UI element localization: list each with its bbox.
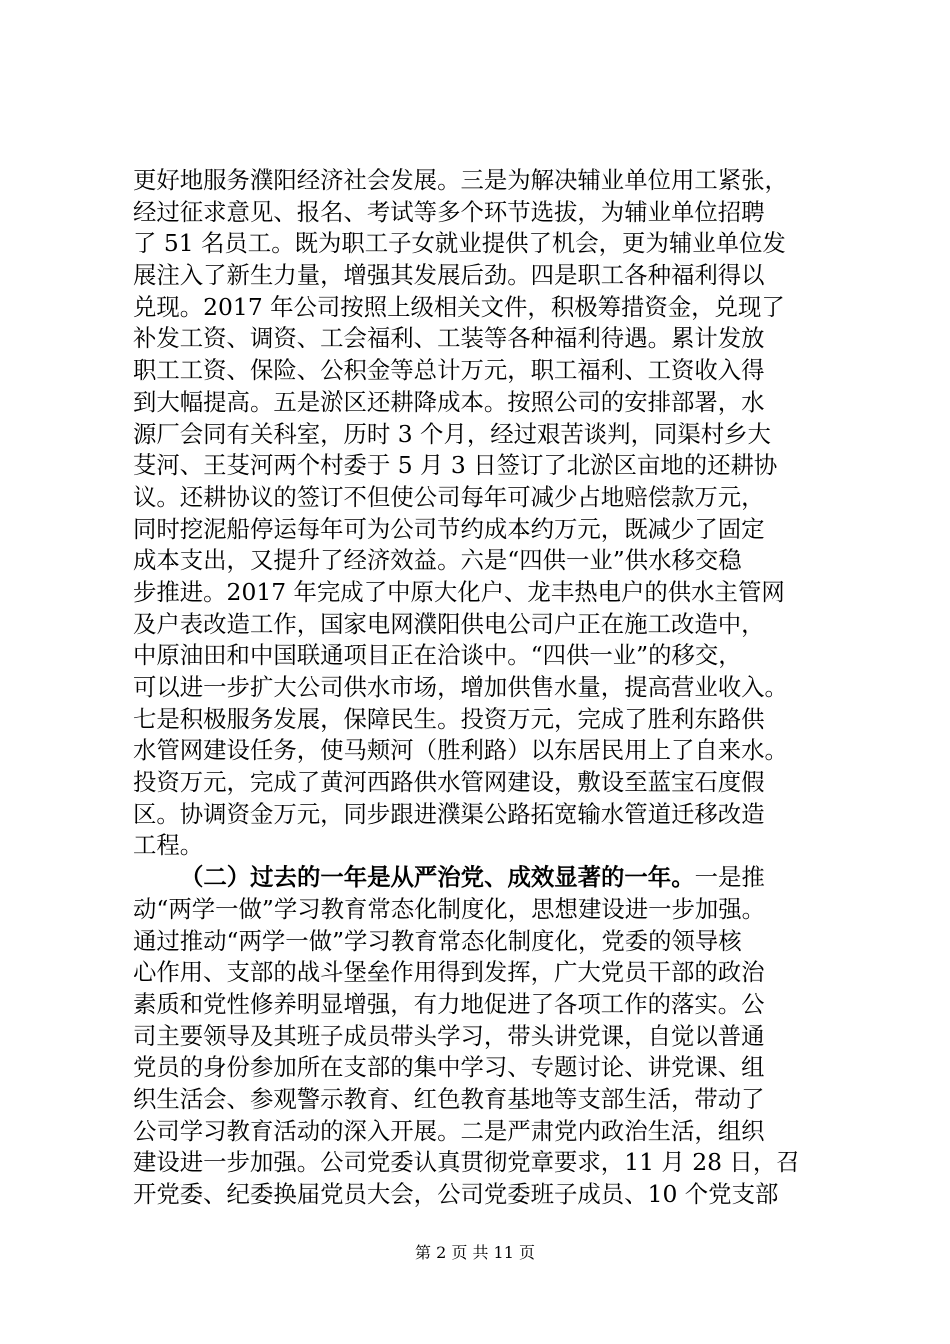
- text-line: 可以进一步扩大公司供水市场，增加供售水量，提高营业收入。: [133, 673, 788, 701]
- text-line: 心作用、支部的战斗堡垒作用得到发挥，广大党员干部的政治: [133, 958, 765, 987]
- text-line: 了 51 名员工。既为职工子女就业提供了机会，更为辅业单位发: [133, 229, 786, 258]
- text-line: 区。协调资金万元，同步跟进濮渠公路拓宽输水管道迁移改造: [133, 799, 765, 828]
- paragraph-2-first-line: [133, 862, 823, 894]
- text-line: 补发工资、调资、工会福利、工装等各种福利待遇。累计发放: [133, 324, 765, 353]
- text-line: 成本支出，又提升了经济效益。六是“四供一业”供水移交稳: [133, 546, 742, 575]
- text-line: 更好地服务濮阳经济社会发展。三是为解决辅业单位用工紧张，: [133, 166, 788, 194]
- text-line: 中原油田和中国联通项目正在洽谈中。“四供一业”的移交，: [133, 641, 742, 670]
- text-line: 水管网建设任务，使马颊河（胜利路）以东居民用上了自来水。: [133, 736, 788, 765]
- section-heading-rest: 一是推: [694, 863, 765, 892]
- paragraph-2: [133, 862, 823, 1211]
- text-line: 公司学习教育活动的深入开展。二是严肃党内政治生活，组织: [133, 1116, 765, 1145]
- text-line: 素质和党性修养明显增强，有力地促进了各项工作的落实。公: [133, 989, 765, 1018]
- text-line: 及户表改造工作，国家电网濮阳供电公司户正在施工改造中，: [133, 609, 765, 638]
- page-footer: [0, 1243, 950, 1263]
- text-line: 投资万元，完成了黄河西路供水管网建设，敷设至蓝宝石度假: [133, 768, 765, 797]
- text-line: 动“两学一做”学习教育常态化制度化，思想建设进一步加强。: [133, 894, 766, 923]
- text-line: 开党委、纪委换届党员大会，公司党委班子成员、10 个党支部: [133, 1180, 779, 1208]
- text-line: 建设进一步加强。公司党委认真贯彻党章要求，11 月 28 日，召: [133, 1148, 800, 1177]
- text-line: 司主要领导及其班子成员带头学习，带头讲党课，自觉以普通: [133, 1021, 765, 1050]
- text-line: 兑现。2017 年公司按照上级相关文件，积极筹措资金，兑现了: [133, 292, 785, 321]
- paragraph-1: [133, 165, 823, 862]
- page-number: 第 2 页 共 11 页: [415, 1243, 535, 1262]
- text-line: 展注入了新生力量，增强其发展后劲。四是职工各种福利得以: [133, 261, 765, 290]
- text-line: 党员的身份参加所在支部的集中学习、专题讨论、讲党课、组: [133, 1053, 765, 1082]
- body-text: [133, 165, 823, 1211]
- text-line: 经过征求意见、报名、考试等多个环节选拔，为辅业单位招聘: [133, 197, 765, 226]
- text-line: 七是积极服务发展，保障民生。投资万元，完成了胜利东路供: [133, 704, 765, 733]
- text-line: 通过推动“两学一做”学习教育常态化制度化，党委的领导核: [133, 926, 742, 955]
- text-line: 步推进。2017 年完成了中原大化户、龙丰热电户的供水主管网: [133, 577, 785, 606]
- section-heading: （二）过去的一年是从严治党、成效显著的一年。: [180, 863, 695, 892]
- text-line: 源厂会同有关科室，历时 3 个月，经过艰苦谈判，同渠村乡大: [133, 419, 771, 448]
- text-line: 到大幅提高。五是淤区还耕降成本。按照公司的安排部署，水: [133, 387, 765, 416]
- text-line: 工程。: [133, 831, 204, 860]
- text-line: 芟河、王芟河两个村委于 5 月 3 日签订了北淤区亩地的还耕协: [133, 451, 778, 480]
- text-line: 职工工资、保险、公积金等总计万元，职工福利、工资收入得: [133, 356, 765, 385]
- text-line: 同时挖泥船停运每年可为公司节约成本约万元，既减少了固定: [133, 514, 765, 543]
- text-line: 织生活会、参观警示教育、红色教育基地等支部生活，带动了: [133, 1084, 765, 1113]
- text-line: 议。还耕协议的签订不但使公司每年可减少占地赔偿款万元，: [133, 482, 765, 511]
